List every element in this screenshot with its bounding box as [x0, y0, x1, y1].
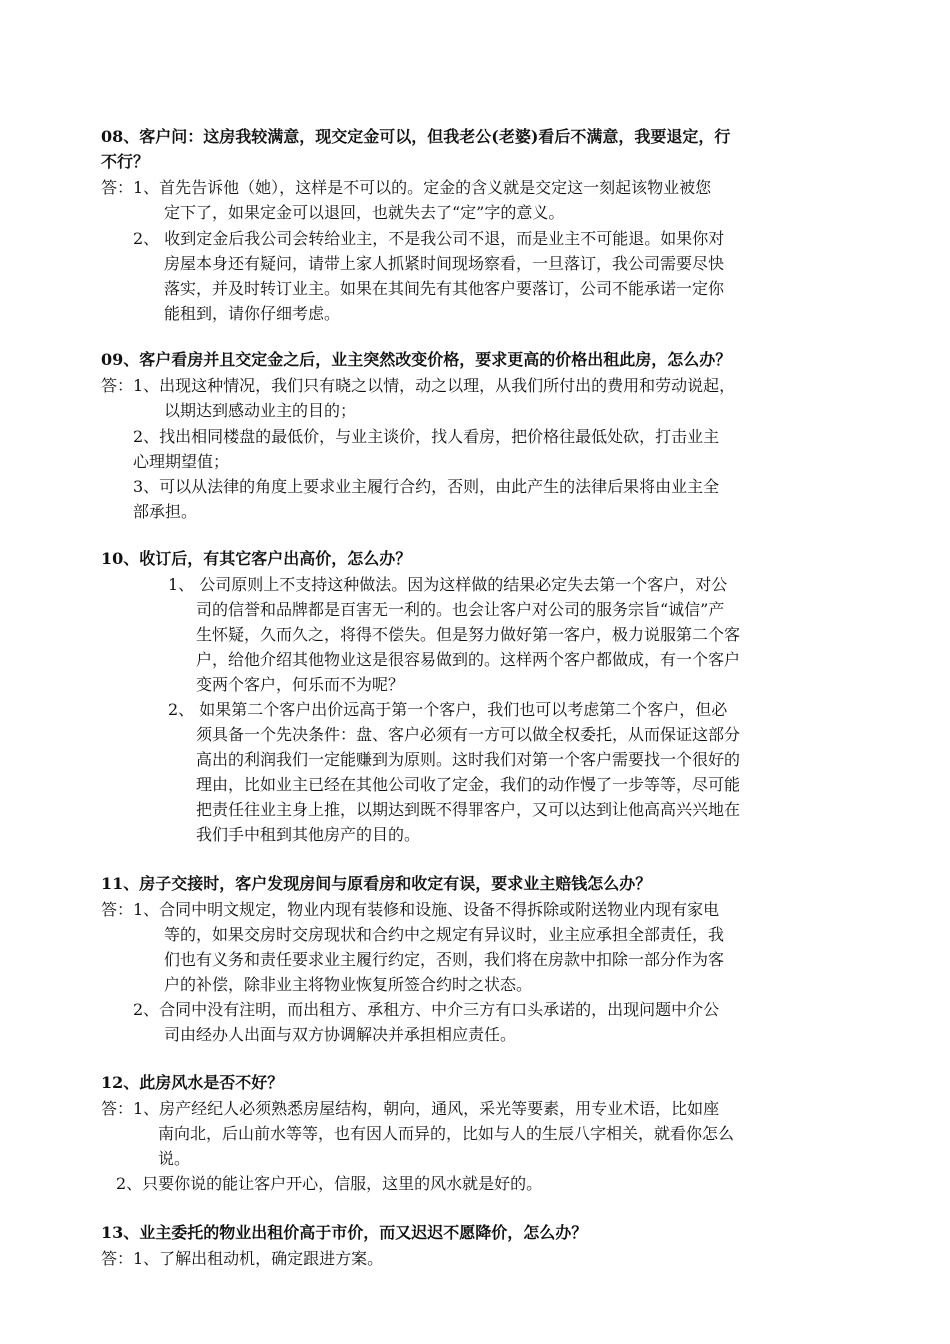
answer-08-line-1: 答：1、首先告诉他（她），这样是不可以的。定金的含义就是交定这一刻起该物业被您 — [101, 178, 712, 197]
answer-10-line-11: 我们手中租到其他房产的目的。 — [196, 825, 421, 844]
answer-09-line-4: 心理期望值； — [133, 452, 230, 471]
question-09-line-1: 09、客户看房并且交定金之后，业主突然改变价格，要求更高的价格出租此房，怎么办？ — [101, 350, 732, 369]
question-13-line-1: 13、业主委托的物业出租价高于市价，而又迟迟不愿降价，怎么办？ — [101, 1223, 588, 1242]
answer-11-line-3: 们也有义务和责任要求业主履行约定，否则，我们将在房款中扣除一部分作为客 — [164, 950, 725, 969]
answer-10-line-3: 生怀疑，久而久之，将得不偿失。但是努力做好第一客户，极力说服第二个客 — [196, 625, 741, 644]
answer-10-line-10: 把责任往业主身上推，以期达到既不得罪客户，又可以达到让他高高兴兴地在 — [196, 800, 741, 819]
answer-09-line-5: 3、可以从法律的角度上要求业主履行合约，否则，由此产生的法律后果将由业主全 — [133, 477, 720, 496]
answer-09-line-1: 答：1、出现这种情况，我们只有晓之以情，动之以理，从我们所付出的费用和劳动说起， — [101, 376, 736, 395]
answer-11-line-5: 2、合同中没有注明，而出租方、承租方、中介三方有口头承诺的，出现问题中介公 — [133, 1000, 720, 1019]
answer-08-line-5: 落实，并及时转订业主。如果在其间先有其他客户要落订，公司不能承诺一定你 — [164, 279, 725, 298]
answer-10-line-9: 理由，比如业主已经在其他公司收了定金，我们的动作慢了一步等等，尽可能 — [196, 775, 741, 794]
answer-10-line-1: 1、 公司原则上不支持这种做法。因为这样做的结果必定失去第一个客户，对公 — [168, 575, 728, 594]
question-10-line-1: 10、收订后，有其它客户出高价，怎么办？ — [101, 549, 412, 568]
answer-13-line-1: 答：1、了解出租动机，确定跟进方案。 — [101, 1249, 384, 1268]
answer-12-line-4: 2、只要你说的能让客户开心，信服，这里的风水就是好的。 — [116, 1174, 543, 1193]
question-08-line-2: 不行？ — [101, 152, 150, 171]
answer-09-line-2: 以期达到感动业主的目的； — [164, 401, 357, 420]
question-08-line-1: 08、客户问：这房我较满意，现交定金可以，但我老公(老婆)看后不满意，我要退定，行 — [101, 127, 731, 146]
answer-08-line-2: 定下了，如果定金可以退回，也就失去了“定”字的意义。 — [164, 203, 565, 222]
answer-09-line-6: 部承担。 — [133, 502, 198, 521]
answer-09-line-3: 2、找出相同楼盘的最低价，与业主谈价，找人看房，把价格往最低处砍，打击业主 — [133, 427, 720, 446]
answer-12-line-2: 南向北，后山前水等等，也有因人而异的，比如与人的生辰八字相关，就看你怎么 — [158, 1124, 735, 1143]
answer-11-line-4: 户的补偿，除非业主将物业恢复所签合约时之状态。 — [164, 975, 533, 994]
answer-10-line-7: 须具备一个先决条件：盘、客户必须有一方可以做全权委托，从而保证这部分 — [196, 725, 741, 744]
answer-10-line-8: 高出的利润我们一定能赚到为原则。这时我们对第一个客户需要找一个很好的 — [196, 750, 741, 769]
answer-11-line-2: 等的，如果交房时交房现状和合约中之规定有异议时，业主应承担全部责任，我 — [164, 925, 725, 944]
answer-10-line-6: 2、 如果第二个客户出价远高于第一个客户，我们也可以考虑第二个客户，但必 — [168, 700, 728, 719]
answer-08-line-3: 2、 收到定金后我公司会转给业主，不是我公司不退，而是业主不可能退。如果你对 — [133, 229, 725, 248]
answer-08-line-4: 房屋本身还有疑问，请带上家人抓紧时间现场察看，一旦落订，我公司需要尽快 — [164, 254, 725, 273]
answer-12-line-3: 说。 — [158, 1149, 191, 1168]
answer-10-line-4: 户，给他介绍其他物业这是很容易做到的。这样两个客户都做成，有一个客户 — [196, 650, 741, 669]
answer-08-line-6: 能租到，请你仔细考虑。 — [164, 304, 341, 323]
answer-11-line-6: 司由经办人出面与双方协调解决并承担相应责任。 — [164, 1025, 517, 1044]
answer-10-line-2: 司的信誉和品牌都是百害无一利的。也会让客户对公司的服务宗旨“诚信”产 — [196, 600, 725, 619]
answer-11-line-1: 答：1、合同中明文规定，物业内现有装修和设施、设备不得拆除或附送物业内现有家电 — [101, 900, 720, 919]
question-12-line-1: 12、此房风水是否不好？ — [101, 1073, 284, 1092]
question-11-line-1: 11、房子交接时，客户发现房间与原看房和收定有误，要求业主赔钱怎么办？ — [101, 874, 652, 893]
answer-12-line-1: 答：1、房产经纪人必须熟悉房屋结构，朝向，通风，采光等要素，用专业术语，比如座 — [101, 1099, 720, 1118]
answer-10-line-5: 变两个客户，何乐而不为呢？ — [196, 675, 405, 694]
